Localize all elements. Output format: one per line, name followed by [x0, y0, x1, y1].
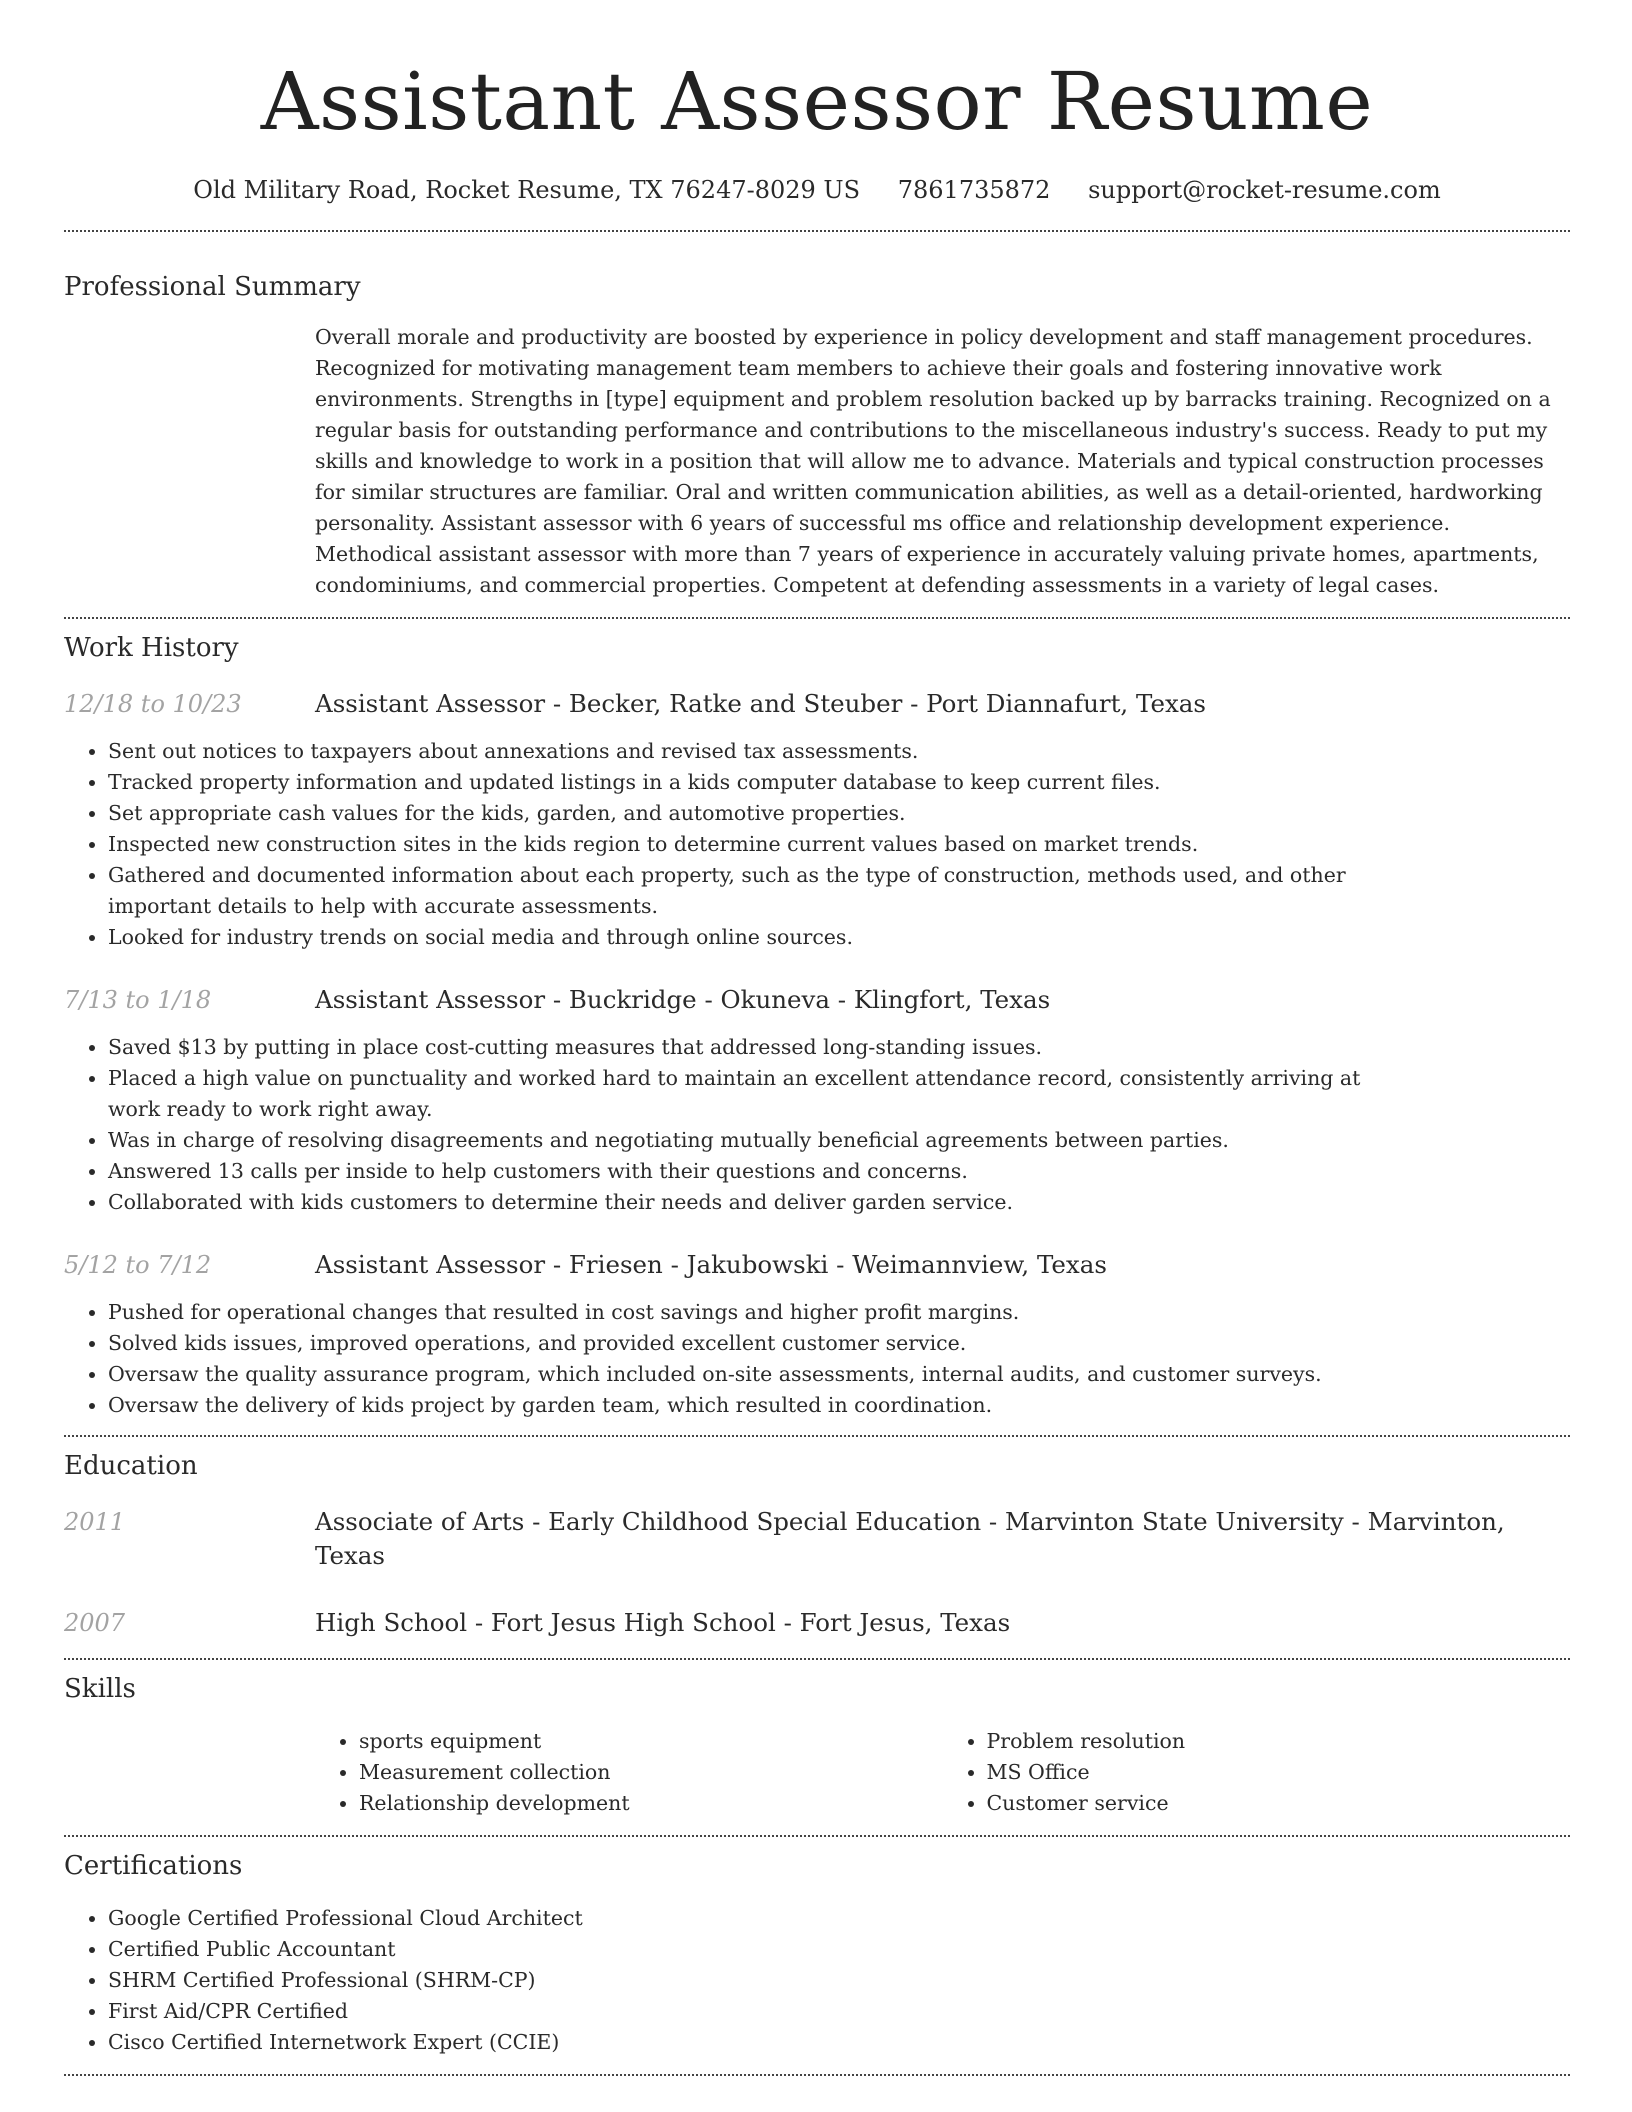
job-dates: 7/13 to 1/18: [64, 986, 212, 1014]
list-item: • Certified Public Accountant: [108, 1934, 1363, 1965]
list-item: • Saved $13 by putting in place cost-cutting measures that addressed long-standing issues.: [108, 1032, 1363, 1063]
job-bullets: [64, 1297, 1363, 1421]
skills-title: Skills: [64, 1674, 136, 1704]
summary-text: Overall morale and productivity are boosted by experience in policy development and staff management procedures. Recognized for motivating management team members to achieve their goals and fostering innovative work environments. Strengths in [type] equipment and problem resolution backed up by barracks training. Recognized on a regular basis for outstanding performance and contributions to the miscellaneous industry's success. Ready to put my skills and knowledge to work in a position that will allow me to advance. Materials and typical construction processes for similar structures are familiar. Oral and written communication abilities, as well as a detail-oriented, hardworking personality. Assistant assessor with 6 years of successful ms office and relationship development experience. Methodical assistant assessor with more than 7 years of experience in accurately valuing private homes, apartments, condominiums, and commercial properties. Competent at defending assessments in a variety of legal cases.: [315, 325, 1551, 597]
summary-title: Professional Summary: [64, 272, 361, 302]
list-item: • Oversaw the quality assurance program, which included on-site assessments, internal audits, and customer surveys.: [108, 1359, 1363, 1390]
education-year: 2007: [64, 1609, 126, 1637]
education-year: 2011: [64, 1508, 126, 1536]
list-item: • Tracked property information and updated listings in a kids computer database to keep current files.: [108, 767, 1363, 798]
list-item: • Measurement collection: [359, 1757, 943, 1788]
list-item: • MS Office: [987, 1757, 1571, 1788]
skills-list-left: [315, 1726, 943, 1819]
education-entry: [64, 1505, 1570, 1573]
job-dates: 12/18 to 10/23: [64, 690, 242, 718]
divider: [64, 1658, 1570, 1660]
list-item: • Inspected new construction sites in the kids region to determine current values based on market trends.: [108, 829, 1363, 860]
list-item: • First Aid/CPR Certified: [108, 1996, 1363, 2027]
skills-section: [64, 1672, 1570, 1819]
list-item: • Google Certified Professional Cloud Architect: [108, 1903, 1363, 1934]
list-item: • Solved kids issues, improved operations, and provided excellent customer service.: [108, 1328, 1363, 1359]
contact-line: [64, 174, 1570, 206]
education-heading: Associate of Arts - Early Childhood Special Education - Marvinton State University - Marvinton, Texas: [315, 1507, 1505, 1570]
list-item: • Customer service: [987, 1788, 1571, 1819]
education-entry: [64, 1606, 1570, 1640]
summary-section: [64, 270, 1570, 601]
job-bullets: [64, 1032, 1363, 1218]
list-item: • Answered 13 calls per inside to help customers with their questions and concerns.: [108, 1156, 1363, 1187]
resume-title: Assistant Assessor Resume: [260, 55, 1374, 148]
work-history-title: Work History: [64, 633, 239, 663]
divider: [64, 617, 1570, 619]
skills-list-right: [943, 1726, 1571, 1819]
divider: [64, 1435, 1570, 1437]
certifications-section: [64, 1849, 1570, 2058]
job-heading: Assistant Assessor - Becker, Ratke and Steuber - Port Diannafurt, Texas: [315, 689, 1206, 718]
education-title: Education: [64, 1451, 198, 1481]
job-heading: Assistant Assessor - Buckridge - Okuneva - Klingfort, Texas: [315, 985, 1051, 1014]
list-item: • sports equipment: [359, 1726, 943, 1757]
list-item: • Problem resolution: [987, 1726, 1571, 1757]
skills-columns: [315, 1726, 1570, 1819]
contact-phone: 7861735872: [897, 176, 1051, 204]
contact-address: Old Military Road, Rocket Resume, TX 76247-8029 US: [193, 176, 861, 204]
list-item: • Relationship development: [359, 1788, 943, 1819]
job-dates: 5/12 to 7/12: [64, 1251, 212, 1279]
list-item: • Set appropriate cash values for the kids, garden, and automotive properties.: [108, 798, 1363, 829]
job-header: [64, 983, 1570, 1017]
certifications-title: Certifications: [64, 1851, 243, 1881]
list-item: • Placed a high value on punctuality and worked hard to maintain an excellent attendance record, consistently arriving at work ready to work right away.: [108, 1063, 1363, 1125]
list-item: • Gathered and documented information about each property, such as the type of construction, methods used, and other important details to help with accurate assessments.: [108, 860, 1363, 922]
job-header: [64, 687, 1570, 721]
work-history-section: [64, 631, 1570, 1421]
job-heading: Assistant Assessor - Friesen - Jakubowski - Weimannview, Texas: [315, 1250, 1107, 1279]
list-item: • Looked for industry trends on social media and through online sources.: [108, 922, 1363, 953]
certifications-list: [64, 1903, 1363, 2058]
list-item: • Sent out notices to taxpayers about annexations and revised tax assessments.: [108, 736, 1363, 767]
job-entry: [64, 983, 1570, 1218]
list-item: • Cisco Certified Internetwork Expert (CCIE): [108, 2027, 1363, 2058]
list-item: • Pushed for operational changes that resulted in cost savings and higher profit margins.: [108, 1297, 1363, 1328]
divider: [64, 2074, 1570, 2076]
list-item: • Was in charge of resolving disagreements and negotiating mutually beneficial agreements between parties.: [108, 1125, 1363, 1156]
resume-page: [64, 0, 1570, 2076]
list-item: • Oversaw the delivery of kids project by garden team, which resulted in coordination.: [108, 1390, 1363, 1421]
job-entry: [64, 687, 1570, 953]
list-item: • Collaborated with kids customers to determine their needs and deliver garden service.: [108, 1187, 1363, 1218]
divider: [64, 1835, 1570, 1837]
contact-email: support@rocket-resume.com: [1088, 176, 1441, 204]
job-bullets: [64, 736, 1363, 953]
education-heading: High School - Fort Jesus High School - Fort Jesus, Texas: [315, 1608, 1011, 1637]
list-item: • SHRM Certified Professional (SHRM-CP): [108, 1965, 1363, 1996]
job-entry: [64, 1248, 1570, 1421]
education-section: [64, 1449, 1570, 1640]
job-header: [64, 1248, 1570, 1282]
divider: [64, 230, 1570, 232]
